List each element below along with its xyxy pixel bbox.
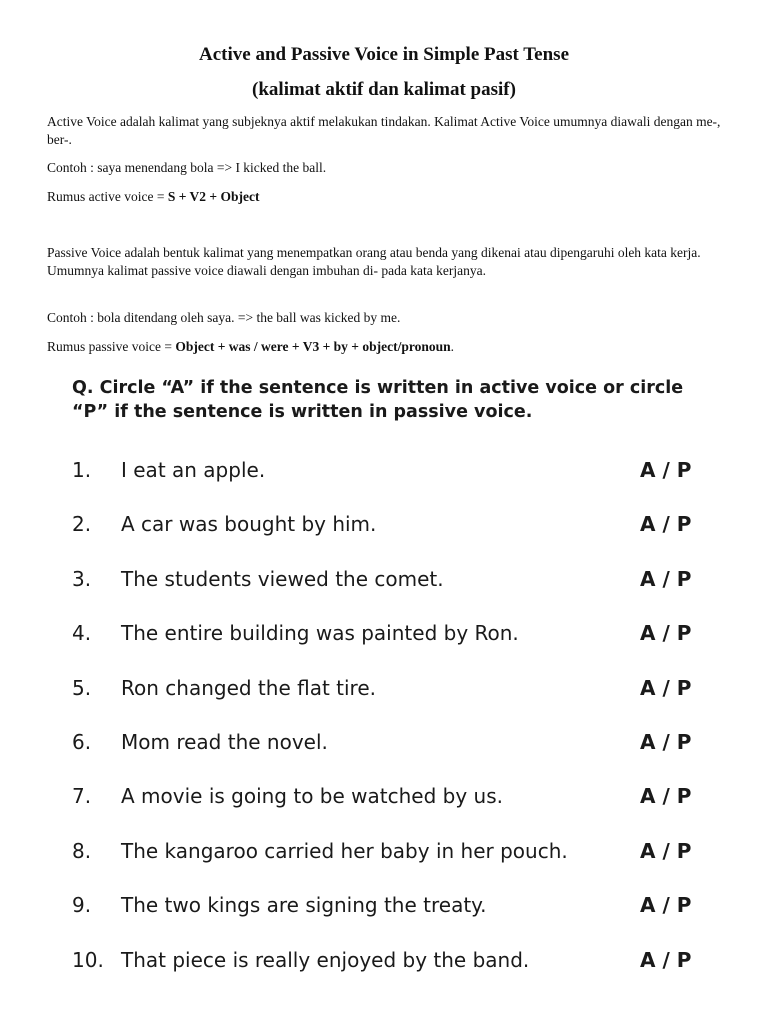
- page-subtitle: (kalimat aktif dan kalimat pasif): [252, 79, 516, 100]
- item-sentence: A car was bought by him.: [121, 512, 377, 537]
- item-number: 1.: [72, 458, 92, 482]
- passive-formula: Object + was / were + V3 + by + object/pronoun: [175, 339, 451, 354]
- item-choice[interactable]: A / P: [640, 729, 692, 754]
- exercise-item: [0, 506, 768, 560]
- item-number: 5.: [72, 675, 92, 700]
- item-number: 8.: [72, 838, 92, 863]
- item-choice[interactable]: A / P: [640, 621, 692, 646]
- passive-formula-label: Rumus passive voice =: [47, 339, 176, 354]
- passive-formula-line: [47, 338, 727, 356]
- exercise-item: [0, 724, 768, 778]
- item-number: 9.: [72, 893, 92, 918]
- page-title: Active and Passive Voice in Simple Past Tense: [199, 44, 569, 65]
- item-sentence: Mom read the novel.: [121, 729, 328, 754]
- item-sentence: The entire building was painted by Ron.: [121, 621, 519, 646]
- item-number: 6.: [72, 729, 92, 754]
- item-sentence: I eat an apple.: [121, 458, 266, 482]
- item-sentence: The kangaroo carried her baby in her pouch.: [121, 838, 568, 863]
- item-number: 2.: [72, 512, 92, 537]
- exercise-item: [0, 615, 768, 669]
- item-choice[interactable]: A / P: [640, 784, 692, 809]
- exercise-item: [0, 833, 768, 887]
- exercise-item: [0, 670, 768, 724]
- exercise-list: [0, 452, 768, 996]
- item-choice[interactable]: A / P: [640, 838, 692, 863]
- passive-formula-end: .: [450, 339, 455, 354]
- item-number: 4.: [72, 621, 92, 646]
- exercise-item: [0, 778, 768, 832]
- item-sentence: The students viewed the comet.: [121, 566, 444, 591]
- item-choice[interactable]: A / P: [640, 675, 692, 700]
- item-number: 10.: [72, 947, 104, 972]
- passive-example: Contoh : bola ditendang oleh saya. => the ball was kicked by me.: [47, 310, 401, 325]
- active-example: Contoh : saya menendang bola => I kicked the ball.: [47, 160, 327, 175]
- item-choice[interactable]: A / P: [640, 458, 692, 482]
- active-formula-line: [47, 188, 727, 206]
- exercise-item: [0, 887, 768, 941]
- passive-definition: Passive Voice adalah bentuk kalimat yang menempatkan orang atau benda yang dikenai atau dipengaruhi oleh kata kerja. Umumnya kalimat passive voice diawali dengan imbuhan di- pada kata kerjanya.: [47, 245, 701, 278]
- item-sentence: That piece is really enjoyed by the band.: [121, 947, 530, 972]
- item-sentence: Ron changed the flat tire.: [121, 675, 376, 700]
- item-number: 3.: [72, 566, 92, 591]
- active-definition: Active Voice adalah kalimat yang subjeknya aktif melakukan tindakan. Kalimat Active Voice umumnya diawali dengan me-, ber-.: [47, 114, 721, 147]
- active-formula-label: Rumus active voice =: [47, 189, 168, 204]
- item-choice[interactable]: A / P: [640, 893, 692, 918]
- item-choice[interactable]: A / P: [640, 566, 692, 591]
- question-instruction: Q. Circle “A” if the sentence is written in active voice or circle “P” if the sentence is written in passive voice.: [72, 378, 684, 422]
- exercise-item: [0, 561, 768, 615]
- exercise-item: [0, 942, 768, 996]
- item-choice[interactable]: A / P: [640, 947, 692, 972]
- exercise-item: [0, 452, 768, 506]
- item-number: 7.: [72, 784, 92, 809]
- active-formula: S + V2 + Object: [167, 189, 260, 204]
- item-sentence: The two kings are signing the treaty.: [121, 893, 487, 918]
- item-choice[interactable]: A / P: [640, 512, 692, 537]
- item-sentence: A movie is going to be watched by us.: [121, 784, 503, 809]
